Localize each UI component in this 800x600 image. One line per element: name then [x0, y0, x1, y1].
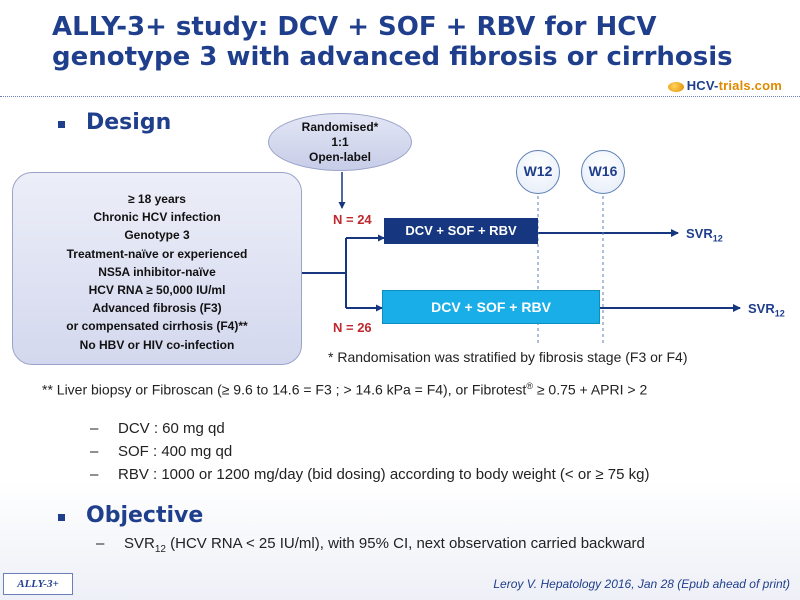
randomised-label: Randomised* — [301, 120, 379, 134]
citation: Leroy V. Hepatology 2016, Jan 28 (Epub ahead of print) — [493, 577, 790, 591]
stratification-note: * Randomisation was stratified by fibrosis stage (F3 or F4) — [328, 349, 688, 365]
arm-2-regimen-box: DCV + SOF + RBV — [382, 290, 600, 324]
randomisation-bubble — [268, 113, 412, 171]
arm-1-outcome: $SVR_{12}$ — [686, 226, 723, 244]
ratio-label: 1:1 — [331, 135, 349, 149]
objective-text: – $SVR_{12}$ (HCV RNA < 25 IU/ml), with 95% CI, next observation carried backward — [96, 535, 645, 555]
week-12-marker: W12 — [516, 150, 560, 194]
arm-2-outcome: $SVR_{12}$ — [748, 301, 785, 319]
open-label-label: Open-label — [308, 150, 371, 164]
dosing-item: – SOF : 400 mg qd — [90, 443, 233, 460]
week-16-marker: W16 — [581, 150, 625, 194]
title-line-2: genotype 3 with advanced fibrosis or cirrhosis — [52, 42, 733, 72]
arm-2-n-label: N = 26 — [333, 320, 372, 335]
fibrosis-footnote: ** Liver biopsy or Fibroscan (≥ 9.6 to 14.6 = F3 ; > 14.6 kPa = F4), or Fibrotest® ≥ 0.75 + APRI > 2 — [42, 381, 648, 398]
dosing-item: – RBV : 1000 or 1200 mg/day (bid dosing) according to body weight (< or ≥ 75 kg) — [90, 466, 650, 483]
criterion: No HBV or HIV co-infection — [79, 337, 235, 352]
arm-1-n-label: N = 24 — [333, 212, 372, 227]
criterion: HCV RNA ≥ 50,000 IU/ml — [88, 283, 226, 298]
criterion: Treatment-naïve or experienced — [66, 246, 248, 261]
criterion: Genotype 3 — [124, 228, 190, 243]
criterion: NS5A inhibitor-naïve — [98, 264, 216, 279]
criterion: Advanced fibrosis (F3) — [92, 301, 222, 316]
design-heading: Design — [86, 110, 172, 135]
objective-heading: Objective — [86, 503, 204, 528]
criterion: Chronic HCV infection — [93, 210, 221, 225]
study-tag: ALLY-3+ — [3, 573, 73, 595]
title-line-1: ALLY-3+ study: DCV + SOF + RBV for HCV — [52, 12, 657, 42]
criterion: or compensated cirrhosis (F4)** — [66, 319, 248, 334]
arm-1-regimen-box: DCV + SOF + RBV — [384, 218, 538, 244]
objective-bullet-icon — [58, 514, 65, 521]
criterion: ≥ 18 years — [128, 192, 186, 206]
inclusion-criteria-box — [12, 172, 302, 365]
dosing-item: – DCV : 60 mg qd — [90, 420, 225, 437]
logo-text: HCV-trials.com — [686, 78, 782, 93]
